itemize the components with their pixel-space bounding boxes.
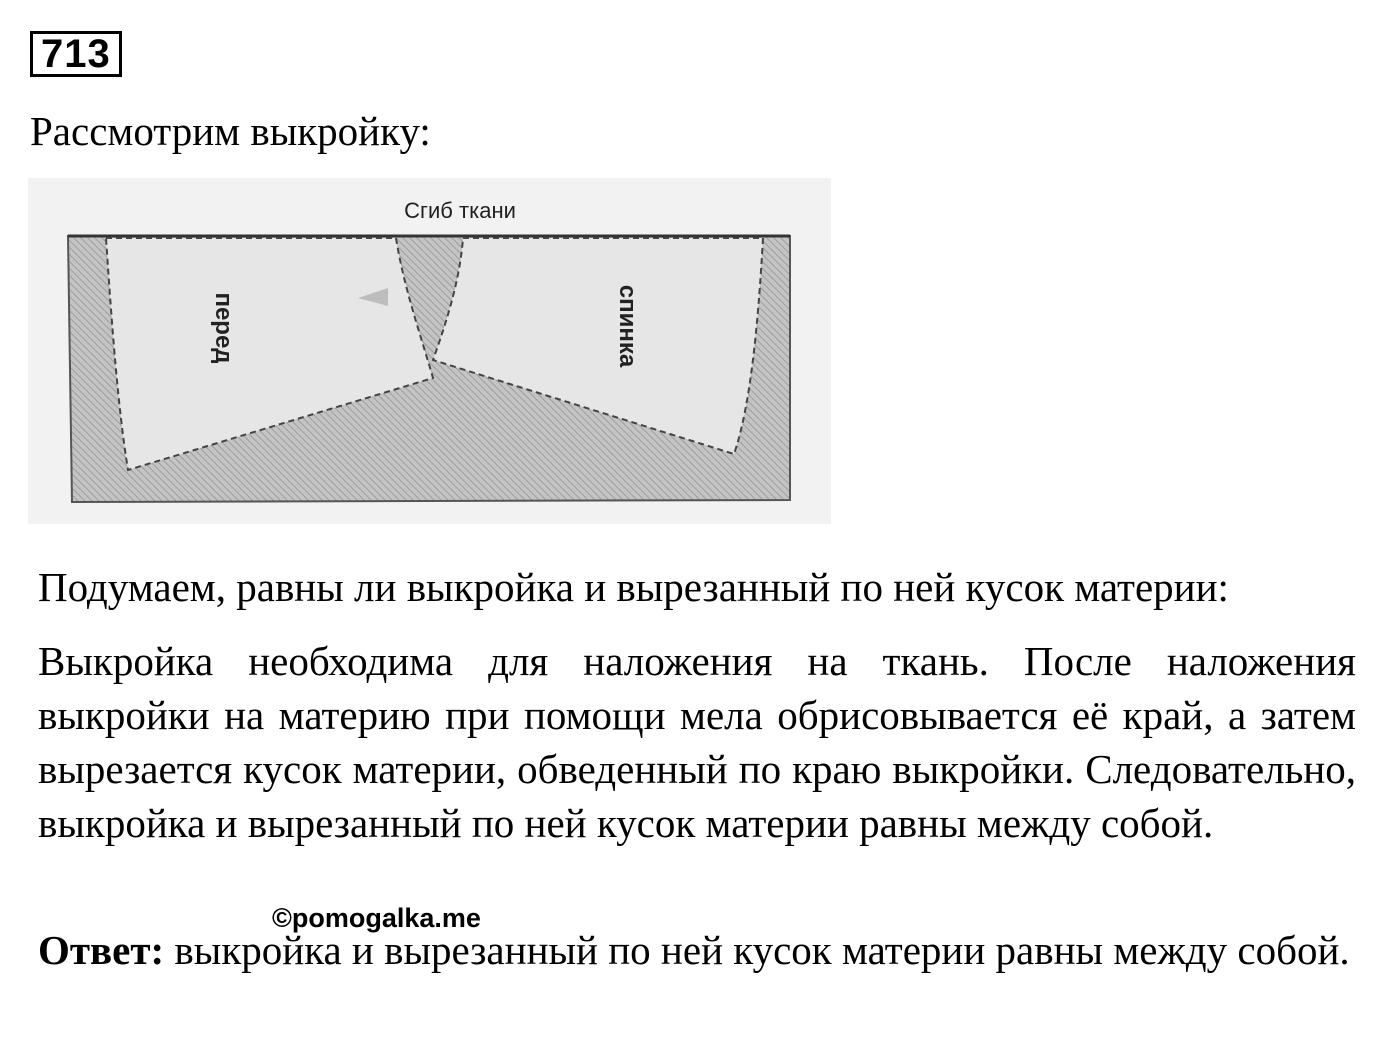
answer-text: выкройка и вырезанный по ней кусок материи равны между собой. [164,927,1350,973]
task-number-box [30,31,122,77]
pattern-diagram [28,178,831,524]
back-label: спинка [614,284,641,368]
question-text: Подумаем, равны ли выкройка и вырезанный по ней кусок материи: [38,564,1229,610]
front-label: перед [210,292,237,364]
answer-label: Ответ: [38,927,165,973]
watermark: ©pomogalka.me [272,903,481,933]
answer-paragraph [38,923,1356,977]
intro-text: Рассмотрим выкройку: [30,108,431,154]
fold-label: Сгиб ткани [404,198,516,223]
explanation-text: Выкройка необходима для наложения на ткань. После наложения выкройки на материю при помощи мела обрисовывается её край, а затем вырезается кусок материи, обведенный по краю выкройки. Следовательно, выкройка и вырезанный по ней кусок материи равны между собой. [38,638,1356,846]
task-number: 713 [41,32,111,76]
pattern-figure [28,178,831,524]
